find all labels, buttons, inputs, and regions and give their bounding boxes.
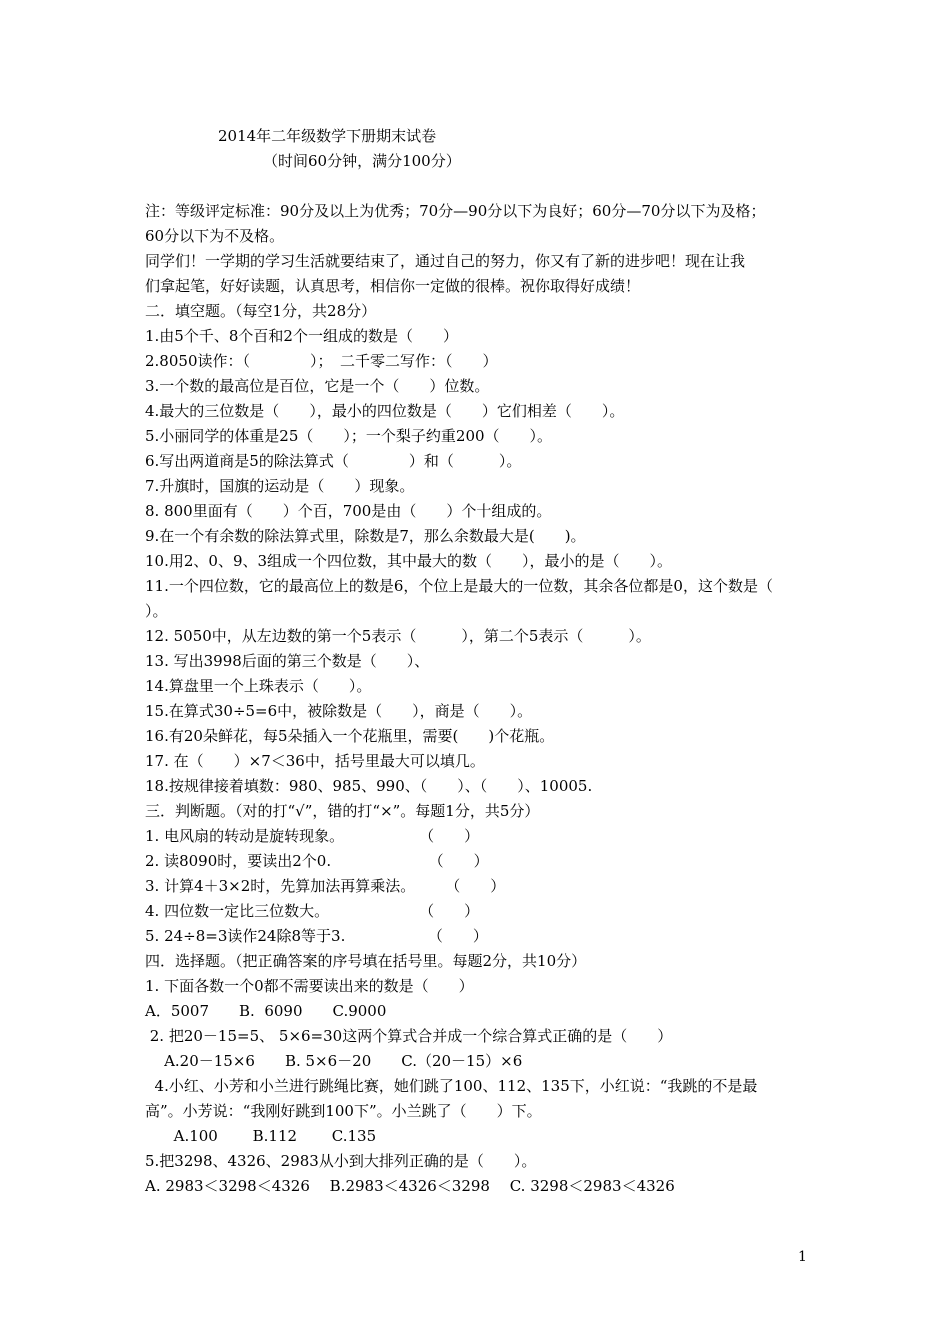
exam-subtitle: （时间60分钟，满分100分） — [263, 152, 461, 170]
text-line: 同学们！一学期的学习生活就要结束了，通过自己的努力，你又有了新的进步吧！现在让我 — [145, 252, 746, 270]
text-line: 高”。小芳说：“我刚好跳到100下”。小兰跳了（ ）下。 — [145, 1102, 542, 1120]
text-line: 10.用2、0、9、3组成一个四位数，其中最大的数（ ），最小的是（ ）。 — [145, 552, 673, 570]
text-line: 6.写出两道商是5的除法算式（ ）和（ ）。 — [145, 452, 522, 470]
text-line: 5.小丽同学的体重是25（ ）；一个梨子约重200（ ）。 — [145, 427, 553, 445]
text-line: 4. 四位数一定比三位数大。 （ ） — [145, 902, 480, 920]
text-line: 13. 写出3998后面的第三个数是（ ）、 — [145, 652, 430, 670]
text-line: 1. 下面各数一个0都不需要读出来的数是（ ） — [145, 977, 474, 995]
text-line: A. 2983＜3298＜4326 B.2983＜4326＜3298 C. 3298＜2983＜4326 — [145, 1177, 675, 1195]
text-line: 17. 在（ ）×7＜36中，括号里最大可以填几。 — [145, 752, 485, 770]
text-line: 4.小红、小芳和小兰进行跳绳比赛，她们跳了100、112、135下，小红说：“我跳的不是最 — [145, 1077, 758, 1095]
text-line: 四．选择题。（把正确答案的序号填在括号里。每题2分，共10分） — [145, 952, 587, 970]
text-line: 11.一个四位数，它的最高位上的数是6，个位上是最大的一位数，其余各位都是0，这个数是（ — [145, 577, 773, 595]
text-line: 3.一个数的最高位是百位，它是一个（ ）位数。 — [145, 377, 490, 395]
text-line: 2.8050读作：（ ）； 二千零二写作：（ ） — [145, 352, 498, 370]
text-line: 2. 读8090时，要读出2个0. （ ） — [145, 852, 489, 870]
text-line: 二．填空题。（每空1分，共28分） — [145, 302, 377, 320]
exam-title: 2014年二年级数学下册期末试卷 — [218, 127, 437, 145]
text-line: 16.有20朵鲜花，每5朵插入一个花瓶里，需要( )个花瓶。 — [145, 727, 555, 745]
text-line: 7.升旗时，国旗的运动是（ ）现象。 — [145, 477, 415, 495]
text-line: A.100 B.112 C.135 — [145, 1127, 377, 1145]
text-line: 9.在一个有余数的除法算式里，除数是7，那么余数最大是( )。 — [145, 527, 586, 545]
text-line: 12. 5050中，从左边数的第一个5表示（ ），第二个5表示（ ）。 — [145, 627, 651, 645]
text-line: 4.最大的三位数是（ ），最小的四位数是（ ）它们相差（ ）。 — [145, 402, 625, 420]
text-line: 们拿起笔，好好读题，认真思考，相信你一定做的很棒。祝你取得好成绩！ — [145, 277, 641, 295]
text-line: 1. 电风扇的转动是旋转现象。 （ ） — [145, 827, 480, 845]
text-line: 8. 800里面有（ ）个百，700是由（ ）个十组成的。 — [145, 502, 552, 520]
text-line: 5. 24÷8=3读作24除8等于3. （ ） — [145, 927, 488, 945]
text-line: 三．判断题。（对的打“√”，错的打“×”。每题1分，共5分） — [145, 802, 540, 820]
text-line: A.20－15×6 B. 5×6－20 C.（20－15）×6 — [145, 1052, 523, 1070]
text-line: 14.算盘里一个上珠表示（ ）。 — [145, 677, 372, 695]
text-line: 注：等级评定标准：90分及以上为优秀；70分—90分以下为良好；60分—70分以下为及格； — [145, 202, 766, 220]
text-line: 2. 把20－15=5、 5×6=30这两个算式合并成一个综合算式正确的是（ ） — [145, 1027, 673, 1045]
text-line: 18.按规律接着填数：980、985、990、（ ）、（ ）、10005. — [145, 777, 593, 795]
text-line: 60分以下为不及格。 — [145, 227, 285, 245]
text-line: A．5007 B. 6090 C.9000 — [145, 1002, 387, 1020]
text-line: 15.在算式30÷5=6中，被除数是（ ），商是（ ）。 — [145, 702, 533, 720]
page-number: 1 — [798, 1249, 807, 1265]
text-line: ）。 — [145, 602, 168, 620]
text-line: 1.由5个千、8个百和2个一组成的数是（ ） — [145, 327, 458, 345]
text-line: 3. 计算4＋3×2时，先算加法再算乘法。 （ ） — [145, 877, 506, 895]
text-line: 5.把3298、4326、2983从小到大排列正确的是（ ）。 — [145, 1152, 537, 1170]
